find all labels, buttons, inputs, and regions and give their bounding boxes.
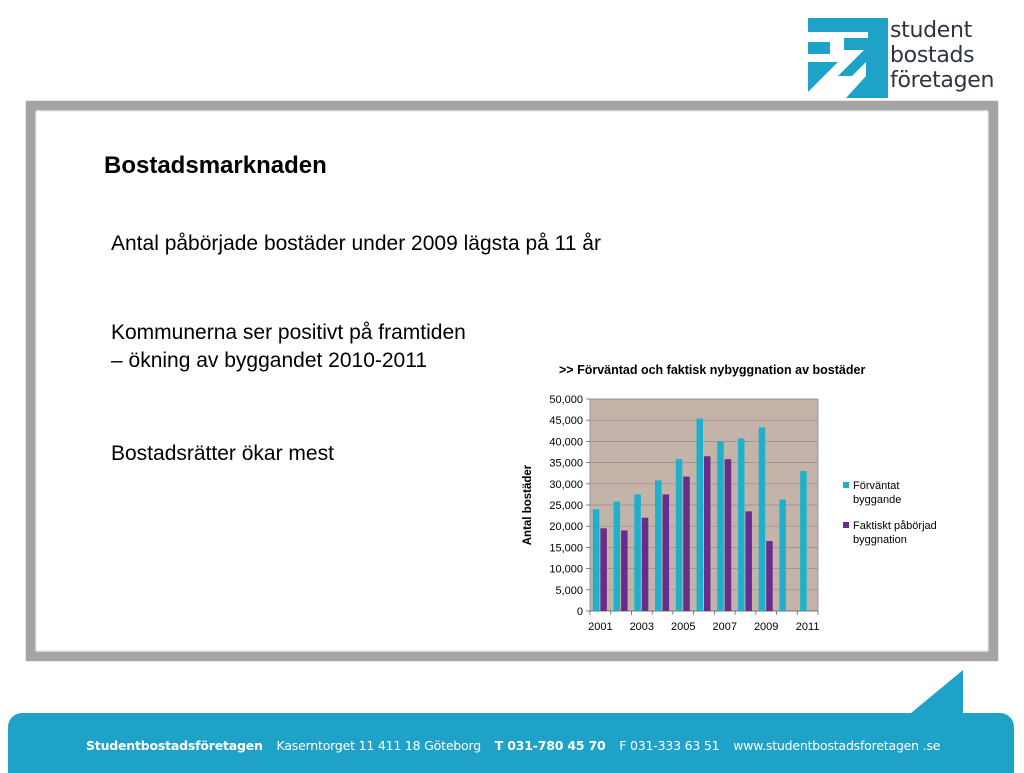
x-tick-label: 2005 [671,621,696,633]
bar-forvantat [697,419,704,611]
legend-label: Faktiskt påbörjad [853,520,937,532]
footer-company: Studentbostadsföretagen [86,738,263,753]
legend-label: byggande [853,494,902,506]
bar-faktiskt [663,494,670,611]
bar-forvantat [717,441,724,611]
bullet-text-2-line-1: Kommunerna ser positivt på framtiden [111,321,466,344]
bar-forvantat [759,427,766,611]
y-tick-label: 40,000 [549,436,583,449]
footer-fax: F 031-333 63 51 [619,738,720,753]
y-tick-label: 30,000 [549,478,583,491]
chart-title: >> Förväntad och faktisk nybyggnation av bostäder [559,363,866,377]
bar-forvantat [614,502,621,611]
y-axis-label: Antal bostäder [522,464,534,546]
y-tick-label: 45,000 [549,415,583,428]
logo-line-1: student [890,18,973,43]
footer-phone: T 031-780 45 70 [494,738,606,753]
logo-wordmark [890,18,994,93]
bar-forvantat [738,438,745,611]
bar-forvantat [676,459,683,611]
y-tick-label: 50,000 [549,394,583,406]
footer-address: Kaserntorget 11 411 18 Göteborg [276,738,481,753]
bar-faktiskt [745,511,752,611]
legend-swatch [843,482,849,488]
bar-forvantat [593,509,600,611]
y-tick-label: 0 [576,606,583,618]
bullet-text-2-line-2: – ökning av byggandet 2010-2011 [111,349,428,372]
bullet-text-2 [111,319,466,375]
bullet-text-3: Bostadsrätter ökar mest [111,442,334,465]
x-tick-label: 2009 [753,621,779,633]
logo-arrow-icon [808,18,888,98]
bar-faktiskt [683,477,690,611]
footer-tab-shape [905,670,975,718]
bar-chart [510,392,960,642]
logo-line-2: bostads [890,43,975,68]
logo-line-3: företagen [890,68,995,93]
bar-faktiskt [766,541,773,611]
y-tick-label: 5,000 [555,584,583,597]
legend-label: byggnation [853,534,907,546]
x-tick-label: 2011 [795,621,820,633]
y-tick-label: 10,000 [549,563,583,576]
x-tick-label: 2001 [588,621,613,633]
bar-forvantat [634,494,641,611]
legend-swatch [843,522,849,528]
bar-faktiskt [642,518,649,611]
y-tick-label: 15,000 [549,542,583,555]
logo [808,18,998,100]
x-tick-label: 2007 [712,621,737,633]
footer-contact [86,738,940,753]
x-tick-label: 2003 [629,621,655,633]
slide-title: Bostadsmarknaden [104,152,327,179]
bullet-text-1: Antal påbörjade bostäder under 2009 lägsta på 11 år [111,232,601,255]
bar-faktiskt [704,456,711,611]
bar-forvantat [655,480,662,611]
bar-forvantat [800,471,807,611]
footer-web[interactable]: www.studentbostadsforetagen .se [733,738,941,753]
bar-forvantat [779,499,786,611]
bar-faktiskt [621,530,628,611]
legend-label: Förväntat [853,480,900,492]
y-tick-label: 35,000 [549,457,583,470]
y-tick-label: 20,000 [549,521,583,534]
y-tick-label: 25,000 [549,500,583,512]
bar-faktiskt [600,528,607,611]
bar-faktiskt [725,459,732,611]
